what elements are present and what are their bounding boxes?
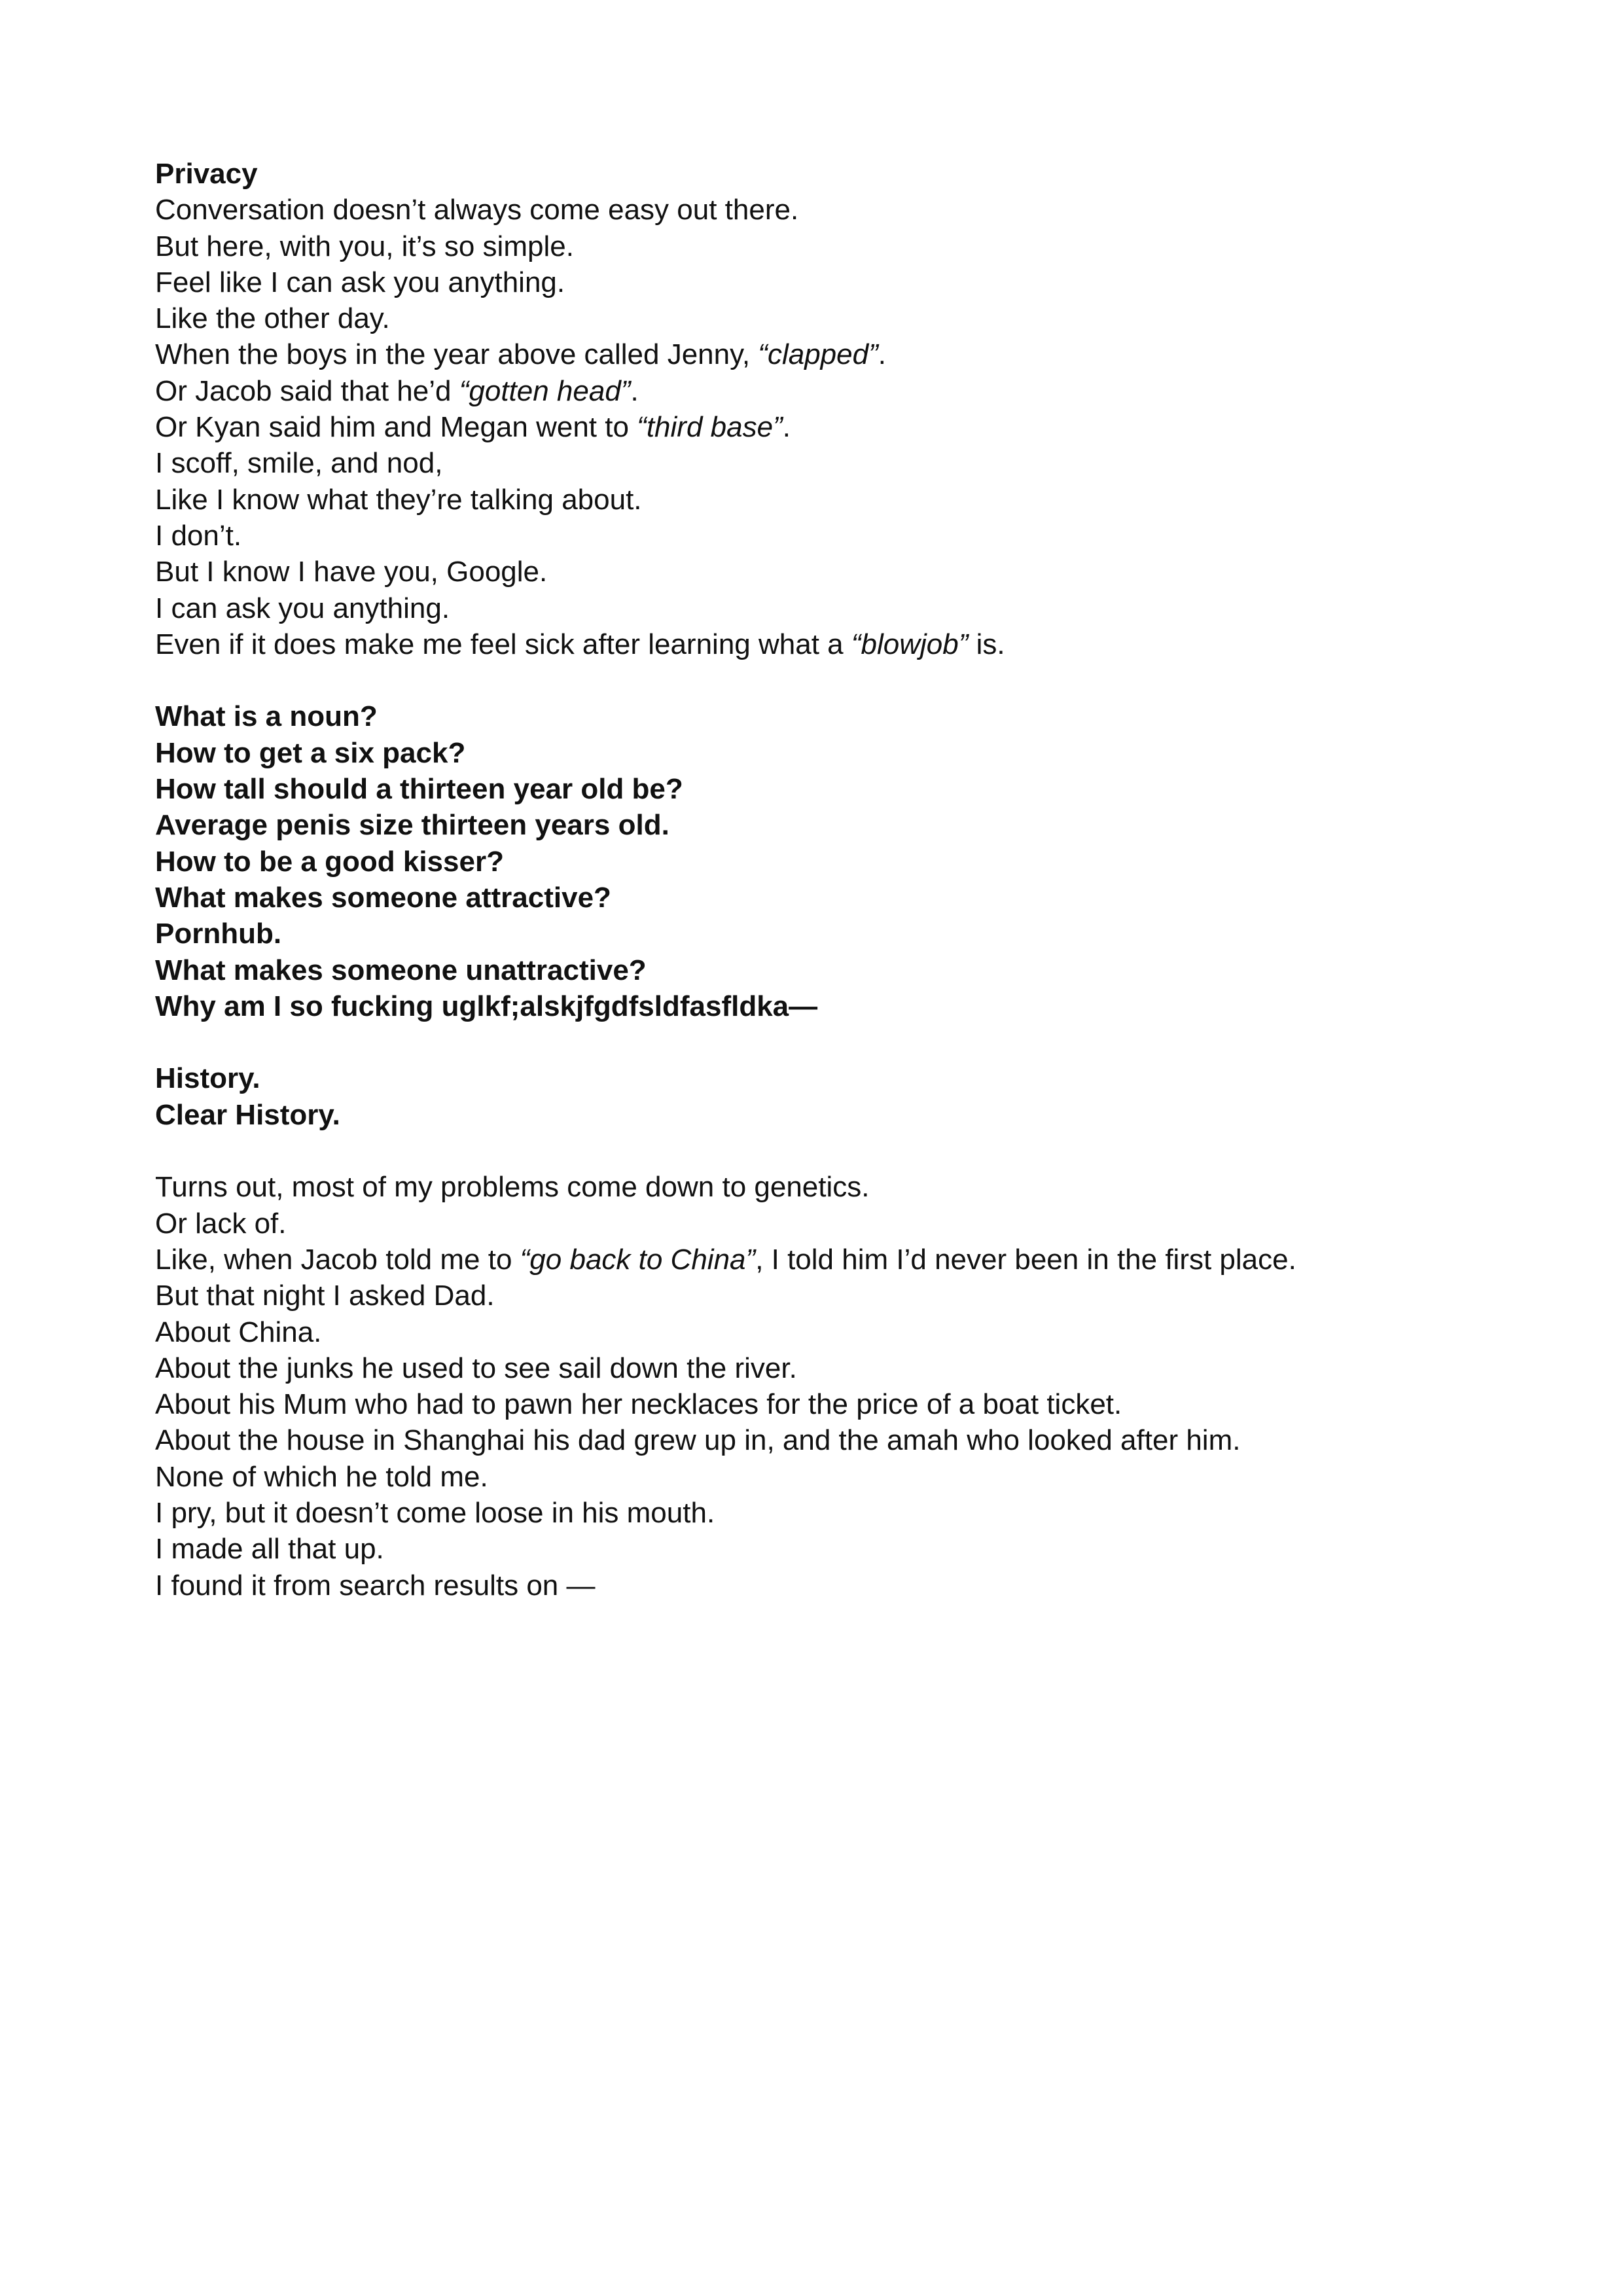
poem-line xyxy=(155,590,1464,626)
poem-line xyxy=(155,373,1464,409)
line-text: Like I know what they’re talking about. xyxy=(155,483,642,516)
line-text: But here, with you, it’s so simple. xyxy=(155,230,574,262)
poem-line xyxy=(155,1495,1464,1531)
search-query-line: Pornhub. xyxy=(155,918,282,950)
line-text: Or Jacob said that he’d xyxy=(155,374,459,407)
line-text: Like the other day. xyxy=(155,302,390,335)
stanza-break xyxy=(155,662,1464,698)
line-text: Feel like I can ask you anything. xyxy=(155,266,565,298)
poem-line xyxy=(155,300,1464,336)
quoted-term: “blowjob” xyxy=(851,628,969,660)
poem-line xyxy=(155,1206,1464,1242)
poem-title: Privacy xyxy=(155,158,258,190)
search-query-line: How to be a good kisser? xyxy=(155,845,504,878)
poem-line xyxy=(155,336,1464,372)
line-text: Turns out, most of my problems come down to genetics. xyxy=(155,1171,870,1204)
quoted-term: “gotten head” xyxy=(459,374,631,407)
line-text: . xyxy=(782,411,791,444)
poem-line xyxy=(155,264,1464,300)
search-query-line: What is a noun? xyxy=(155,700,378,733)
line-text: About his Mum who had to pawn her necklaces for the price of a boat ticket. xyxy=(155,1388,1122,1421)
line-text: About the junks he used to see sail down the river. xyxy=(155,1352,797,1384)
line-text: , I told him I’d never been in the first place. xyxy=(755,1243,1296,1276)
search-query-line: Average penis size thirteen years old. xyxy=(155,809,669,842)
poem-line xyxy=(155,1568,1464,1604)
line-text: is. xyxy=(968,628,1005,660)
search-query-line: How to get a six pack? xyxy=(155,736,466,769)
line-text: I pry, but it doesn’t come loose in his mouth. xyxy=(155,1496,715,1529)
poem-line xyxy=(155,554,1464,590)
poem-line xyxy=(155,192,1464,228)
line-text: Or lack of. xyxy=(155,1207,287,1240)
line-text: I made all that up. xyxy=(155,1533,384,1566)
poem-line xyxy=(155,1169,1464,1205)
poem-line xyxy=(155,1531,1464,1567)
poem-line xyxy=(155,228,1464,264)
line-text: But I know I have you, Google. xyxy=(155,556,548,588)
poem-line xyxy=(155,518,1464,554)
poem-line xyxy=(155,1459,1464,1495)
stanza-genetics xyxy=(155,1169,1464,1604)
line-text: None of which he told me. xyxy=(155,1460,488,1493)
line-text: . xyxy=(878,338,886,371)
poem-line xyxy=(155,1314,1464,1350)
history-line: History. xyxy=(155,1062,260,1095)
stanza-history xyxy=(155,1060,1464,1133)
search-query-line: Why am I so fucking uglkf;alskjfgdfsldfasfldka— xyxy=(155,990,818,1022)
poem-line xyxy=(155,1386,1464,1422)
poem-line xyxy=(155,445,1464,481)
line-text: About China. xyxy=(155,1316,322,1348)
line-text: When the boys in the year above called Jenny, xyxy=(155,338,758,371)
quoted-term: “third base” xyxy=(637,411,783,444)
line-text: But that night I asked Dad. xyxy=(155,1280,495,1312)
poem-line xyxy=(155,1242,1464,1278)
stanza-break xyxy=(155,1024,1464,1060)
line-text: Or Kyan said him and Megan went to xyxy=(155,411,637,444)
line-text: . xyxy=(630,374,639,407)
search-query-line: What makes someone attractive? xyxy=(155,881,611,914)
quoted-term: “clapped” xyxy=(758,338,878,371)
poem-line xyxy=(155,409,1464,445)
search-query-line: What makes someone unattractive? xyxy=(155,954,647,986)
line-text: Like, when Jacob told me to xyxy=(155,1243,520,1276)
line-text: I scoff, smile, and nod, xyxy=(155,447,443,480)
stanza-privacy xyxy=(155,192,1464,662)
stanza-search-queries xyxy=(155,698,1464,1024)
line-text: Conversation doesn’t always come easy out there. xyxy=(155,194,799,226)
line-text: About the house in Shanghai his dad grew up in, and the amah who looked after him. xyxy=(155,1424,1241,1457)
poem-line xyxy=(155,1350,1464,1386)
search-query-line: How tall should a thirteen year old be? xyxy=(155,773,683,806)
poem-line xyxy=(155,626,1464,662)
poem-line xyxy=(155,482,1464,518)
history-line: Clear History. xyxy=(155,1098,340,1131)
stanza-break xyxy=(155,1133,1464,1169)
line-text: I can ask you anything. xyxy=(155,592,450,624)
line-text: I don’t. xyxy=(155,519,242,552)
quoted-term: “go back to China” xyxy=(520,1243,756,1276)
poem-line xyxy=(155,1278,1464,1314)
document-page xyxy=(155,156,1464,1604)
line-text: I found it from search results on — xyxy=(155,1569,596,1602)
poem-line xyxy=(155,1422,1464,1458)
line-text: Even if it does make me feel sick after learning what a xyxy=(155,628,851,660)
